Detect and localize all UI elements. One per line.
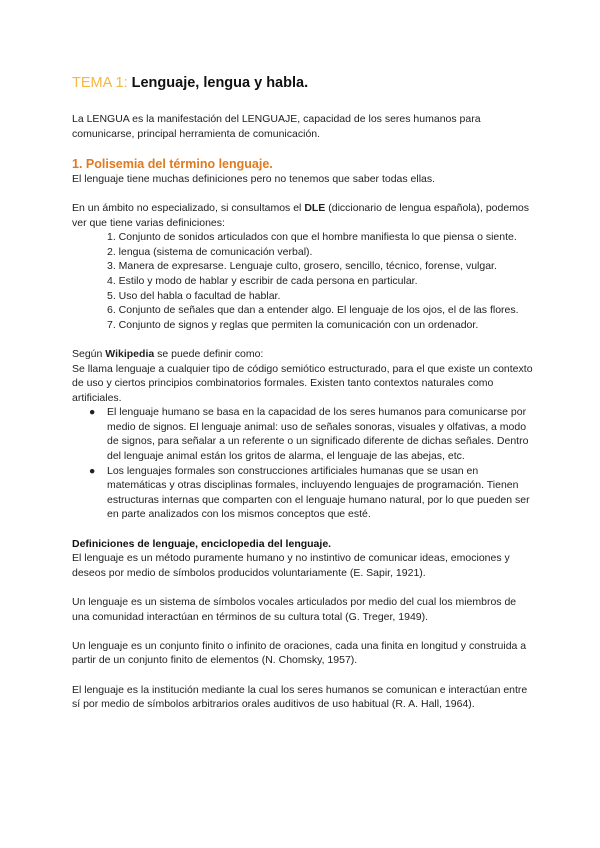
definition-paragraph: Un lenguaje es un conjunto finito o infinito de oraciones, cada una finita en longitud y construida a partir de un conjunto finito de elementos (N. Chomsky, 1957). (72, 639, 527, 667)
list-item: 2. lengua (sistema de comunicación verbal). (107, 245, 313, 258)
dle-pre: En un ámbito no especializado, si consultamos el (72, 201, 305, 214)
dle-paragraph (72, 201, 534, 230)
page-title (72, 74, 534, 92)
list-item: 1. Conjunto de sonidos articulados con que el hombre manifiesta lo que piensa o siente. (107, 231, 517, 244)
definition-paragraph: El lenguaje es la institución mediante la cual los seres humanos se comunican e interactúan entre sí por medio de símbolos arbitrarios orales auditivos de uso habitual (R. A. Hall, 1964). (72, 683, 528, 711)
bullet-text: Los lenguajes formales son construcciones artificiales humanas que se usan en matemáticas y otras disciplinas formales, incluyendo lenguajes de programación. Tienen estructuras internas que comparten con el lenguaje humano natural, por lo que pueden ser en parte analizados con los mismos conceptos que esté. (107, 464, 530, 521)
wiki-pre: Según (72, 347, 106, 360)
bullet-icon: ● (89, 464, 96, 477)
wiki-post: se puede definir como: (154, 347, 264, 360)
wiki-paragraph: Se llama lenguaje a cualquier tipo de código semiótico estructurado, para el que existe un contexto de uso y ciertos principios combinatorios formales. Existen tanto contextos naturales como artificiales. (72, 362, 533, 404)
definition-paragraph: Un lenguaje es un sistema de símbolos vocales articulados por medio del cual los miembros de una comunidad interactúan en términos de su cultura total (G. Treger, 1949). (72, 596, 517, 623)
title-main: Lenguaje, lengua y habla. (131, 75, 309, 91)
document-body (72, 74, 534, 712)
section-heading: 1. Polisemia del término lenguaje. (72, 156, 273, 171)
dle-definition-list (72, 230, 534, 332)
section-paragraph: El lenguaje tiene muchas definiciones pero no tenemos que saber todas ellas. (72, 172, 436, 185)
list-item: 7. Conjunto de signos y reglas que permiten la comunicación con un ordenador. (107, 318, 479, 331)
definitions-heading: Definiciones de lenguaje, enciclopedia del lenguaje. (72, 537, 332, 550)
list-item (89, 464, 534, 522)
intro-paragraph: La LENGUA es la manifestación del LENGUAJE, capacidad de los seres humanos para comunicarse, principal herramienta de comunicación. (72, 113, 481, 140)
definition-paragraph: El lenguaje es un método puramente humano y no instintivo de comunicar ideas, emociones y deseos por medio de símbolos producidos voluntariamente (E. Sapir, 1921). (72, 552, 510, 579)
wiki-bold: Wikipedia (105, 347, 155, 360)
bullet-text: El lenguaje humano se basa en la capacidad de los seres humanos para comunicarse por medio de signos. El lenguaje animal: uso de señales sonoras, visuales y olfativas, a modo de signos, para señalar a un referente o un significado diferente de dichas señales. Dentro del lenguaje animal están los gritos de alarma, el lenguaje de las abejas, etc. (107, 406, 529, 463)
title-prefix: TEMA 1: (72, 75, 128, 91)
wiki-intro (72, 347, 534, 362)
list-item: 3. Manera de expresarse. Lenguaje culto, grosero, sencillo, técnico, forense, vulgar. (107, 260, 497, 273)
dle-bold: DLE (304, 201, 326, 214)
list-item: 4. Estilo y modo de hablar y escribir de cada persona en particular. (107, 274, 418, 287)
dle-post: (diccionario de lengua española), podemos ver que tiene varias definiciones: (72, 201, 530, 229)
list-item (89, 405, 534, 463)
bullet-icon: ● (89, 406, 96, 419)
wiki-bullet-list (72, 405, 534, 522)
list-item: 6. Conjunto de señales que dan a entender algo. El lenguaje de los ojos, el de las flores. (107, 304, 519, 317)
list-item: 5. Uso del habla o facultad de hablar. (107, 289, 281, 302)
